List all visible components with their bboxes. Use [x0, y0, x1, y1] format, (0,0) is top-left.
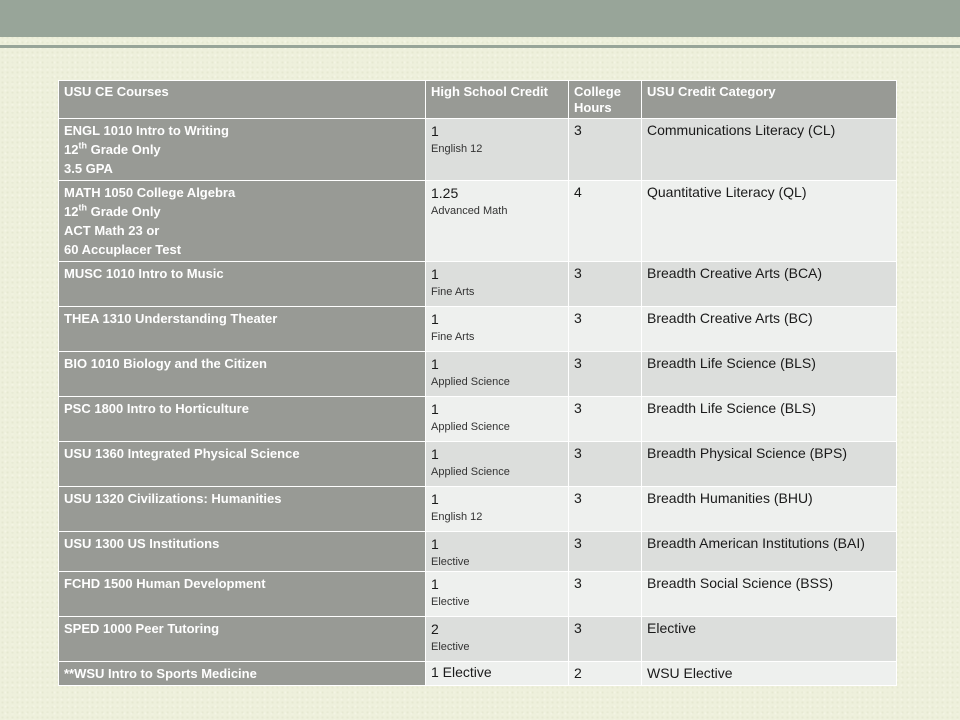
- course-line: USU 1320 Civilizations: Humanities: [64, 491, 282, 506]
- hs-credit-cell: [426, 262, 569, 307]
- college-hours-value: 3: [574, 620, 582, 636]
- header-college-hours: College Hours: [569, 81, 642, 119]
- course-cell: [59, 181, 426, 262]
- credit-category-value: Elective: [647, 620, 697, 636]
- course-cell: [59, 307, 426, 352]
- hs-credit-amount: 1: [431, 446, 439, 462]
- college-hours-value: 3: [574, 122, 582, 138]
- table-row: [59, 662, 897, 686]
- credit-category-cell: [642, 181, 897, 262]
- table-row: [59, 617, 897, 662]
- course-table-body: [59, 119, 897, 686]
- course-cell: [59, 352, 426, 397]
- credit-category-cell: [642, 262, 897, 307]
- course-line: FCHD 1500 Human Development: [64, 576, 266, 591]
- table-row: [59, 352, 897, 397]
- credit-category-value: Breadth Physical Science (BPS): [647, 445, 847, 461]
- college-hours-value: 3: [574, 355, 582, 371]
- hs-credit-cell: [426, 119, 569, 181]
- course-cell: [59, 487, 426, 532]
- hs-credit-subject: Applied Science: [431, 466, 510, 478]
- college-hours-cell: [569, 119, 642, 181]
- college-hours-value: 3: [574, 400, 582, 416]
- course-cell: [59, 119, 426, 181]
- college-hours-cell: [569, 532, 642, 572]
- credit-category-value: Breadth Social Science (BSS): [647, 575, 833, 591]
- credit-category-cell: [642, 442, 897, 487]
- college-hours-value: 3: [574, 265, 582, 281]
- hs-credit-subject: Elective: [431, 556, 470, 568]
- course-cell: [59, 662, 426, 686]
- table-row: [59, 262, 897, 307]
- college-hours-cell: [569, 181, 642, 262]
- credit-category-cell: [642, 307, 897, 352]
- hs-credit-cell: [426, 487, 569, 532]
- college-hours-value: 3: [574, 490, 582, 506]
- hs-credit-cell: [426, 442, 569, 487]
- course-table: [58, 80, 897, 686]
- course-cell: [59, 262, 426, 307]
- header-credit-category: USU Credit Category: [642, 81, 897, 119]
- hs-credit-amount: 1: [431, 576, 439, 592]
- course-line: SPED 1000 Peer Tutoring: [64, 621, 220, 636]
- credit-category-cell: [642, 352, 897, 397]
- course-line: USU 1300 US Institutions: [64, 536, 220, 551]
- credit-category-value: Breadth Creative Arts (BC): [647, 310, 813, 326]
- hs-credit-amount: 1: [431, 123, 439, 139]
- hs-credit-cell: [426, 352, 569, 397]
- college-hours-value: 3: [574, 310, 582, 326]
- course-line: 12th Grade Only: [64, 202, 161, 219]
- hs-credit-subject: Advanced Math: [431, 205, 508, 217]
- credit-category-value: Breadth Humanities (BHU): [647, 490, 813, 506]
- course-cell: [59, 397, 426, 442]
- course-line: USU 1360 Integrated Physical Science: [64, 446, 300, 461]
- course-line: ENGL 1010 Intro to Writing: [64, 123, 229, 138]
- course-cell: [59, 532, 426, 572]
- course-line: 60 Accuplacer Test: [64, 242, 182, 257]
- table-row: [59, 397, 897, 442]
- hs-credit-amount: 1: [431, 536, 439, 552]
- course-cell: [59, 442, 426, 487]
- college-hours-value: 3: [574, 535, 582, 551]
- hs-credit-cell: [426, 397, 569, 442]
- table-row: [59, 119, 897, 181]
- header-hs-credit: High School Credit: [426, 81, 569, 119]
- credit-category-value: Breadth American Institutions (BAI): [647, 535, 865, 551]
- hs-credit-cell: [426, 572, 569, 617]
- hs-credit-subject: English 12: [431, 143, 483, 155]
- table-row: [59, 532, 897, 572]
- course-line: **WSU Intro to Sports Medicine: [64, 666, 257, 681]
- hs-credit-amount: 1: [431, 356, 439, 372]
- credit-category-value: WSU Elective: [647, 665, 733, 681]
- hs-credit-cell: [426, 181, 569, 262]
- college-hours-value: 3: [574, 445, 582, 461]
- credit-category-value: Breadth Life Science (BLS): [647, 400, 816, 416]
- credit-category-cell: [642, 487, 897, 532]
- table-row: [59, 572, 897, 617]
- table-row: [59, 442, 897, 487]
- table-row: [59, 181, 897, 262]
- course-line: 3.5 GPA: [64, 161, 113, 176]
- college-hours-cell: [569, 617, 642, 662]
- table-row: [59, 487, 897, 532]
- credit-category-cell: [642, 617, 897, 662]
- college-hours-cell: [569, 352, 642, 397]
- college-hours-cell: [569, 307, 642, 352]
- college-hours-cell: [569, 662, 642, 686]
- hs-credit-amount: 1: [431, 311, 439, 327]
- college-hours-cell: [569, 572, 642, 617]
- college-hours-value: 3: [574, 575, 582, 591]
- hs-credit-cell: [426, 662, 569, 686]
- college-hours-cell: [569, 442, 642, 487]
- credit-category-value: Communications Literacy (CL): [647, 122, 836, 138]
- header-row: [59, 81, 897, 119]
- hs-credit-amount: 1: [431, 491, 439, 507]
- course-line: PSC 1800 Intro to Horticulture: [64, 401, 249, 416]
- top-divider: [0, 45, 960, 48]
- hs-credit-subject: Elective: [431, 596, 470, 608]
- course-line: ACT Math 23 or: [64, 223, 160, 238]
- credit-category-value: Quantitative Literacy (QL): [647, 184, 807, 200]
- hs-credit-value: 1 Elective: [431, 664, 492, 680]
- hs-credit-cell: [426, 617, 569, 662]
- course-cell: [59, 572, 426, 617]
- credit-category-cell: [642, 572, 897, 617]
- credit-category-cell: [642, 532, 897, 572]
- hs-credit-amount: 1.25: [431, 185, 459, 201]
- college-hours-value: 2: [574, 665, 582, 681]
- hs-credit-subject: Fine Arts: [431, 286, 475, 298]
- college-hours-value: 4: [574, 184, 582, 200]
- hs-credit-subject: Fine Arts: [431, 331, 475, 343]
- hs-credit-amount: 1: [431, 266, 439, 282]
- hs-credit-cell: [426, 307, 569, 352]
- hs-credit-cell: [426, 532, 569, 572]
- hs-credit-subject: English 12: [431, 511, 483, 523]
- hs-credit-subject: Elective: [431, 641, 470, 653]
- table-row: [59, 307, 897, 352]
- course-line: 12th Grade Only: [64, 140, 161, 157]
- header-courses: USU CE Courses: [59, 81, 426, 119]
- course-line: MATH 1050 College Algebra: [64, 185, 236, 200]
- hs-credit-amount: 2: [431, 621, 439, 637]
- hs-credit-subject: Applied Science: [431, 376, 510, 388]
- course-cell: [59, 617, 426, 662]
- hs-credit-subject: Applied Science: [431, 421, 510, 433]
- credit-category-cell: [642, 397, 897, 442]
- course-line: THEA 1310 Understanding Theater: [64, 311, 278, 326]
- credit-category-cell: [642, 662, 897, 686]
- course-line: MUSC 1010 Intro to Music: [64, 266, 224, 281]
- college-hours-cell: [569, 262, 642, 307]
- college-hours-cell: [569, 397, 642, 442]
- credit-category-cell: [642, 119, 897, 181]
- college-hours-cell: [569, 487, 642, 532]
- credit-category-value: Breadth Creative Arts (BCA): [647, 265, 823, 281]
- hs-credit-amount: 1: [431, 401, 439, 417]
- course-line: BIO 1010 Biology and the Citizen: [64, 356, 267, 371]
- top-banner: [0, 0, 960, 37]
- credit-category-value: Breadth Life Science (BLS): [647, 355, 816, 371]
